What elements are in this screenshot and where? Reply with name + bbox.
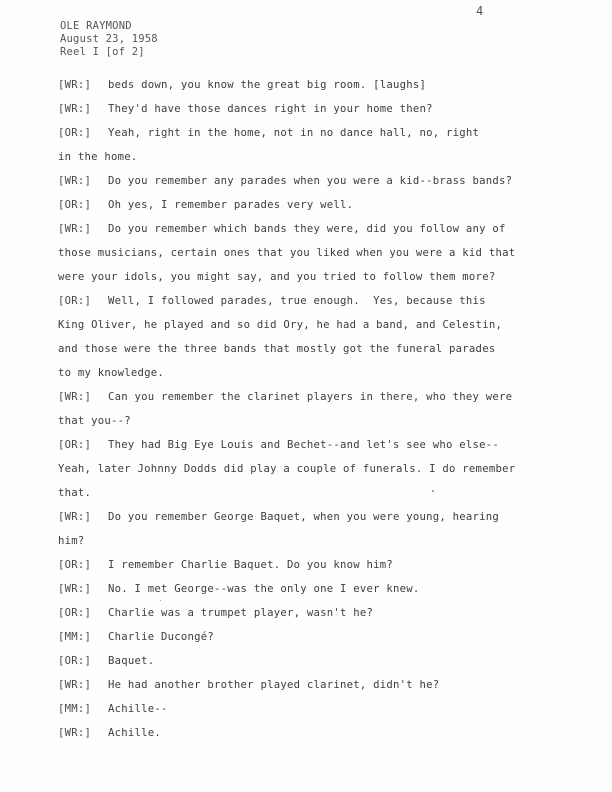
speaker-tag: [WR:] (58, 175, 92, 187)
transcript-line (58, 385, 578, 409)
speaker-tag: [WR:] (58, 79, 92, 91)
transcript-turn (58, 673, 578, 697)
speaker-tag: [OR:] (58, 559, 92, 571)
transcript-turn (58, 625, 578, 649)
transcript-line (58, 337, 578, 361)
transcript-line (58, 265, 578, 289)
line-text: Yeah, right in the home, not in no dance hall, no, right (108, 127, 480, 139)
speaker-tag: [OR:] (58, 295, 92, 307)
line-text: Charlie Ducongé? (108, 631, 215, 643)
transcript-turn (58, 697, 578, 721)
transcript-turn (58, 505, 578, 553)
speaker-tag: [WR:] (58, 679, 92, 691)
interviewee-name: OLE RAYMOND (60, 20, 132, 32)
transcript-line (58, 577, 578, 601)
transcript-turn (58, 433, 578, 505)
speaker-tag: [OR:] (58, 199, 92, 211)
line-text: Achille-- (108, 703, 168, 715)
transcript-turn (58, 73, 578, 97)
line-text: and those were the three bands that mostly got the funeral parades (58, 343, 496, 355)
line-text: that you--? (58, 415, 131, 427)
line-text: Well, I followed parades, true enough. Yes, because this (108, 295, 486, 307)
scan-speck (432, 490, 434, 492)
speaker-tag: [OR:] (58, 655, 92, 667)
transcript-line (58, 145, 578, 169)
transcript-line (58, 169, 578, 193)
line-text: those musicians, certain ones that you liked when you were a kid that (58, 247, 516, 259)
transcript-line (58, 505, 578, 529)
speaker-tag: [WR:] (58, 727, 92, 739)
transcript-line (58, 73, 578, 97)
transcript-turn (58, 577, 578, 601)
transcript-line (58, 529, 578, 553)
transcript-line (58, 409, 578, 433)
line-text: him? (58, 535, 85, 547)
speaker-tag: [OR:] (58, 127, 92, 139)
line-text: No. I met George--was the only one I ever knew. (108, 583, 420, 595)
page-number: 4 (476, 4, 484, 18)
transcript-line (58, 721, 578, 745)
transcript-line (58, 697, 578, 721)
scan-speck (160, 600, 161, 601)
transcript-line (58, 673, 578, 697)
transcript-line (58, 625, 578, 649)
transcript-turn (58, 649, 578, 673)
transcript-line (58, 289, 578, 313)
reel-label: Reel I [of 2] (60, 46, 145, 58)
transcript-line (58, 553, 578, 577)
speaker-tag: [WR:] (58, 223, 92, 235)
line-text: Can you remember the clarinet players in there, who they were (108, 391, 513, 403)
transcript-body (58, 73, 578, 745)
line-text: They'd have those dances right in your home then? (108, 103, 433, 115)
speaker-tag: [MM:] (58, 703, 92, 715)
line-text: were your idols, you might say, and you tried to follow them more? (58, 271, 496, 283)
line-text: in the home. (58, 151, 138, 163)
transcript-line (58, 457, 578, 481)
transcript-line (58, 601, 578, 625)
transcript-line (58, 217, 578, 241)
transcript-line (58, 481, 578, 505)
transcript-line (58, 121, 578, 145)
transcript-line (58, 361, 578, 385)
transcript-line (58, 313, 578, 337)
transcript-line (58, 649, 578, 673)
line-text: Baquet. (108, 655, 155, 667)
line-text: Do you remember which bands they were, did you follow any of (108, 223, 506, 235)
transcript-turn (58, 217, 578, 289)
speaker-tag: [WR:] (58, 511, 92, 523)
transcript-line (58, 193, 578, 217)
line-text: Achille. (108, 727, 162, 739)
line-text: Do you remember George Baquet, when you were young, hearing (108, 511, 500, 523)
line-text: Do you remember any parades when you were a kid--brass bands? (108, 175, 513, 187)
line-text: that. (58, 487, 92, 499)
transcript-turn (58, 553, 578, 577)
line-text: Charlie was a trumpet player, wasn't he? (108, 607, 374, 619)
line-text: King Oliver, he played and so did Ory, he had a band, and Celestin, (58, 319, 503, 331)
transcript-turn (58, 97, 578, 121)
speaker-tag: [MM:] (58, 631, 92, 643)
line-text: to my knowledge. (58, 367, 165, 379)
transcript-turn (58, 193, 578, 217)
line-text: Yeah, later Johnny Dodds did play a couple of funerals. I do remember (58, 463, 516, 475)
speaker-tag: [OR:] (58, 607, 92, 619)
transcript-turn (58, 601, 578, 625)
transcript-turn (58, 169, 578, 193)
transcript-line (58, 241, 578, 265)
transcript-turn (58, 721, 578, 745)
document-header (60, 20, 158, 59)
transcript-line (58, 97, 578, 121)
line-text: beds down, you know the great big room. [laughs] (108, 79, 427, 91)
speaker-tag: [OR:] (58, 439, 92, 451)
transcript-line (58, 433, 578, 457)
speaker-tag: [WR:] (58, 583, 92, 595)
transcript-turn (58, 289, 578, 385)
transcript-turn (58, 385, 578, 433)
line-text: They had Big Eye Louis and Bechet--and let's see who else-- (108, 439, 500, 451)
line-text: He had another brother played clarinet, didn't he? (108, 679, 440, 691)
speaker-tag: [WR:] (58, 103, 92, 115)
interview-date: August 23, 1958 (60, 33, 158, 45)
transcript-turn (58, 121, 578, 169)
speaker-tag: [WR:] (58, 391, 92, 403)
line-text: Oh yes, I remember parades very well. (108, 199, 354, 211)
line-text: I remember Charlie Baquet. Do you know him? (108, 559, 394, 571)
